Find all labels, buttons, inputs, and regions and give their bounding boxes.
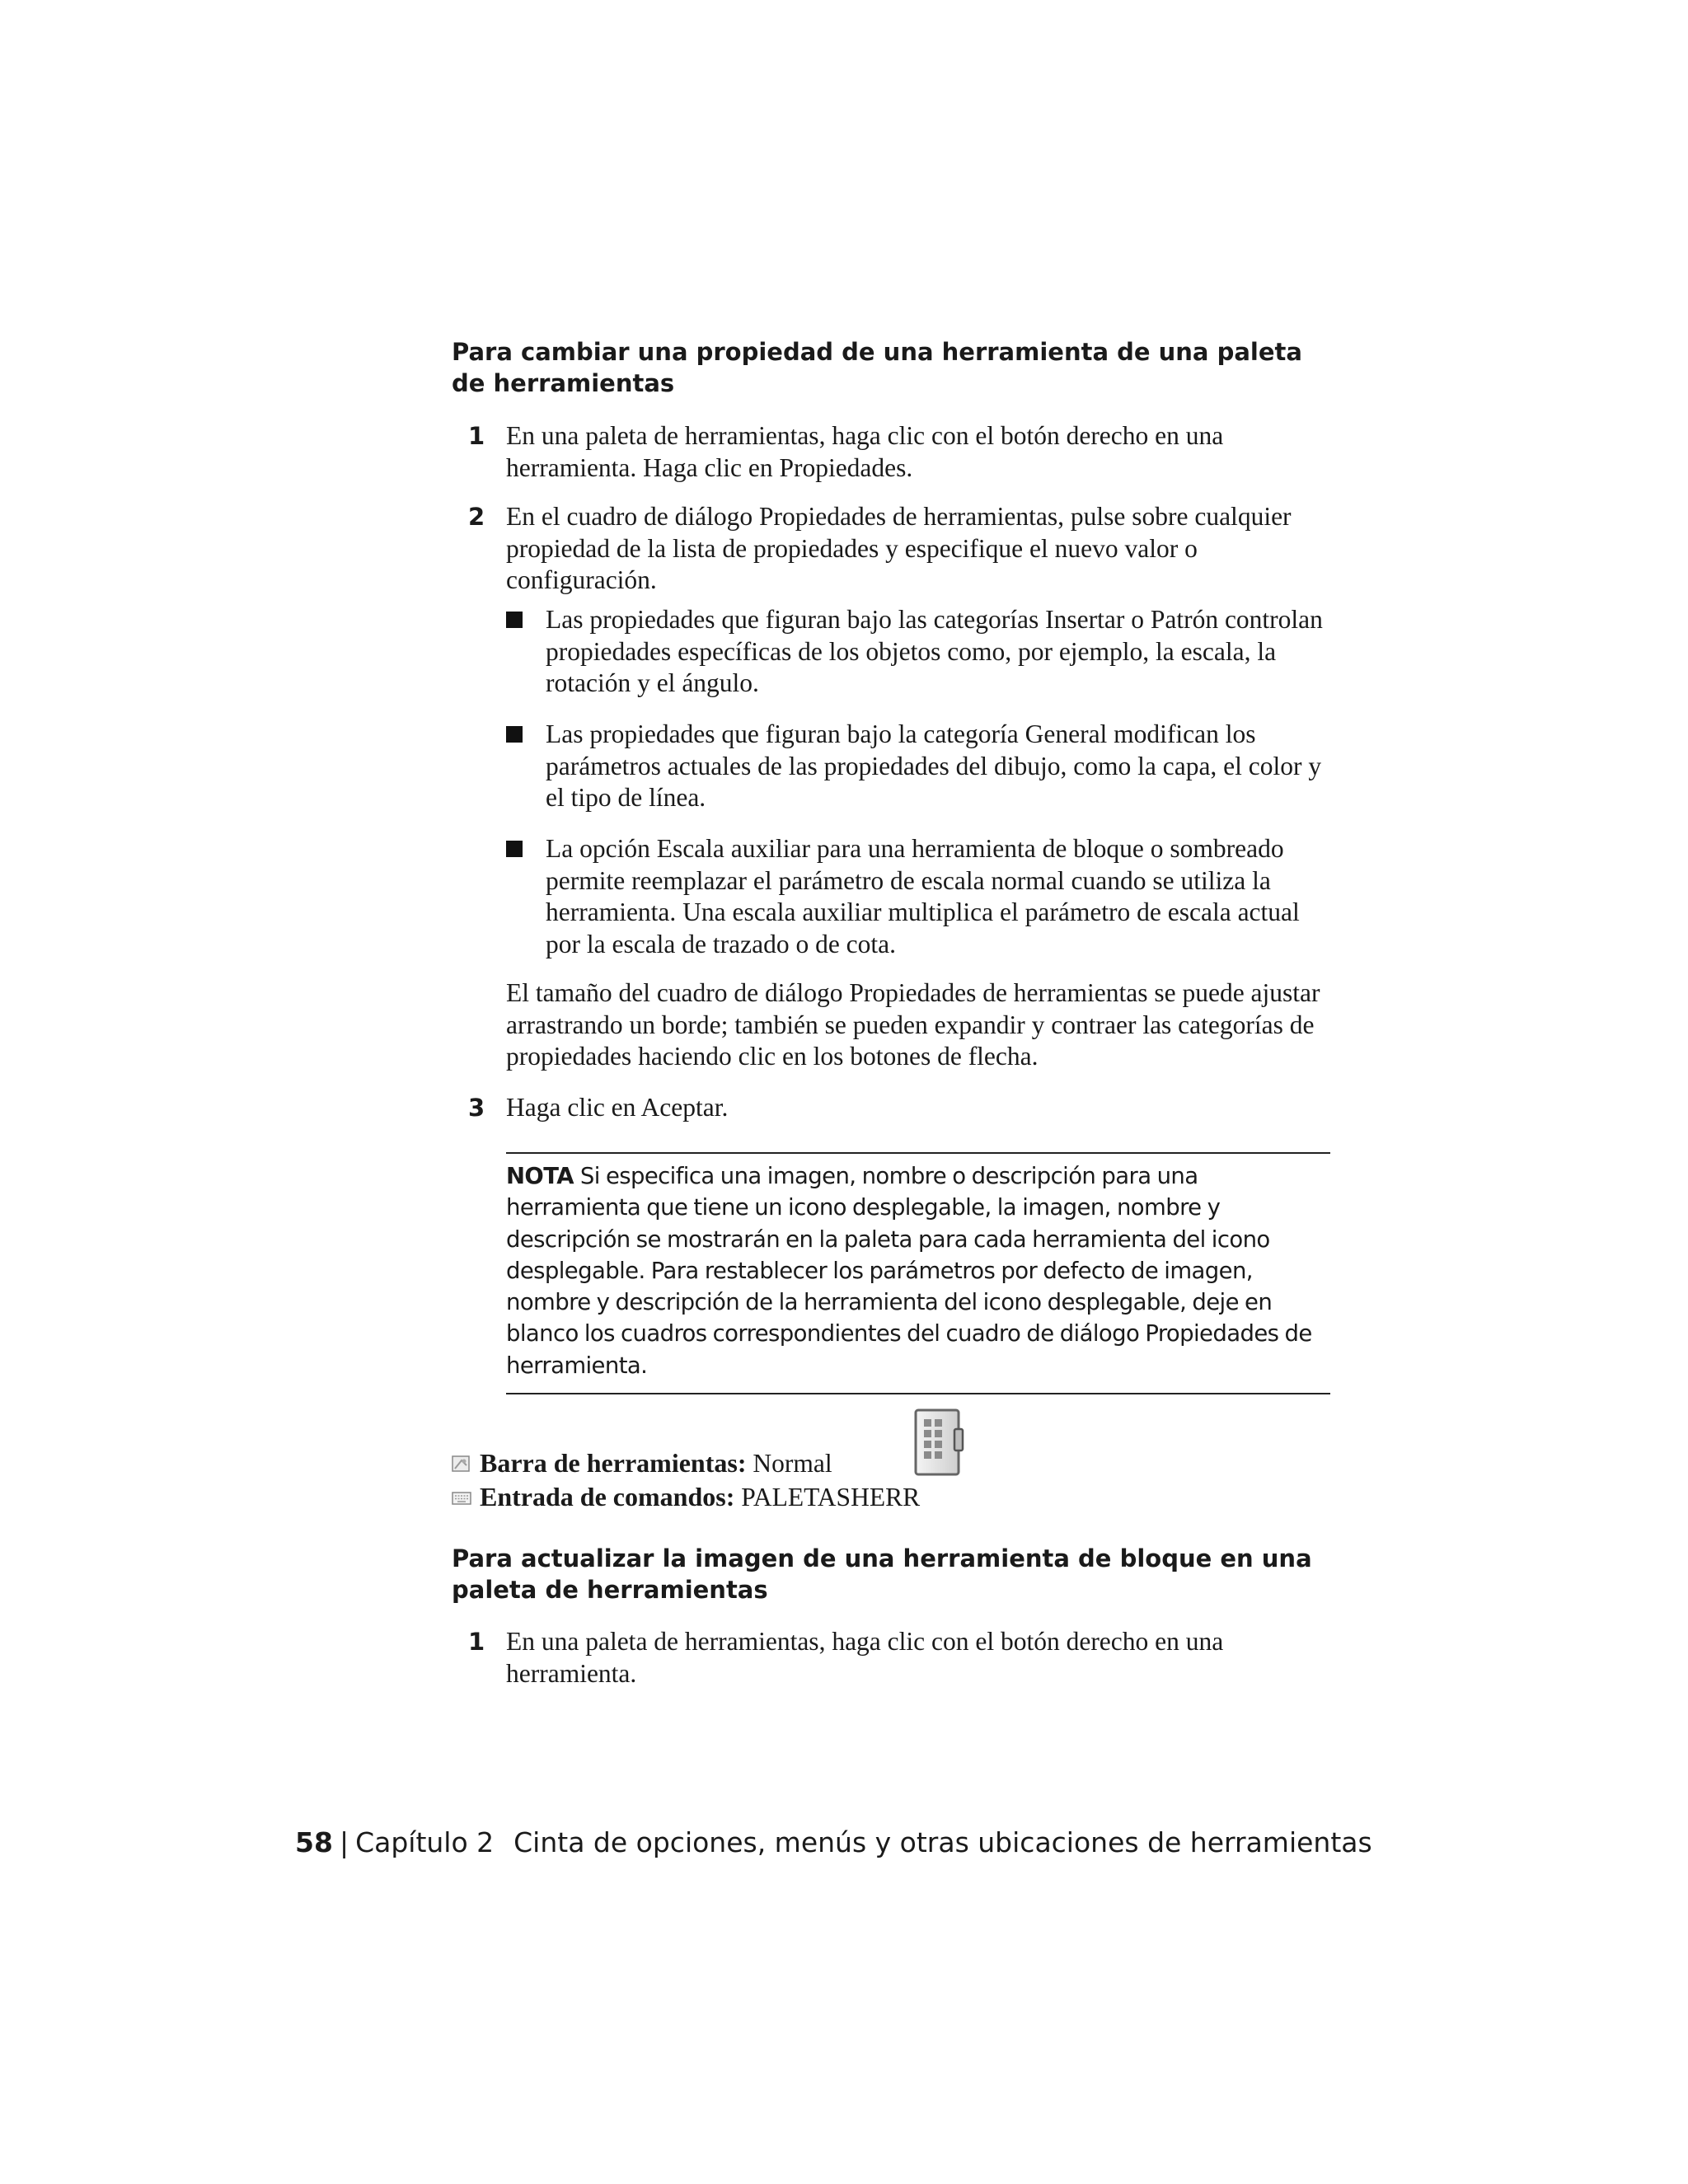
square-bullet-icon xyxy=(506,612,523,628)
page-footer xyxy=(295,1826,1372,1859)
command-access-line xyxy=(452,1481,920,1513)
step-number: 2 xyxy=(468,503,485,531)
command-label: Entrada de comandos: xyxy=(480,1482,735,1511)
step-number: 1 xyxy=(468,422,485,450)
chapter-label: Capítulo 2 xyxy=(355,1826,495,1858)
procedure-heading-update-block-image: Para actualizar la imagen de una herramienta de bloque en una paleta de herramientas xyxy=(452,1544,1312,1604)
step-text: En una paleta de herramientas, haga clic con el botón derecho en una herramienta. Haga clic en Propiedades. xyxy=(506,421,1224,482)
note-box xyxy=(506,1152,1330,1394)
footer-separator: | xyxy=(339,1826,349,1858)
toolbar-icon xyxy=(452,1455,473,1474)
step-text: En una paleta de herramientas, haga clic con el botón derecho en una herramienta. xyxy=(506,1627,1224,1688)
keyboard-icon xyxy=(452,1489,473,1507)
page-number: 58 xyxy=(295,1826,333,1858)
bullet-text: Las propiedades que figuran bajo la categoría General modifican los parámetros actuales de las propiedades del dibujo, como la capa, el color y el tipo de línea. xyxy=(546,719,1322,812)
step-text: En el cuadro de diálogo Propiedades de herramientas, pulse sobre cualquier propiedad de la lista de propiedades y especifique el nuevo valor o configuración. xyxy=(506,502,1292,594)
note-label: NOTA xyxy=(506,1163,574,1189)
procedure-heading-change-property: Para cambiar una propiedad de una herramienta de una paleta de herramientas xyxy=(452,338,1302,397)
step-number: 3 xyxy=(468,1094,485,1122)
step-text: Haga clic en Aceptar. xyxy=(506,1093,729,1122)
toolbar-label: Barra de herramientas: xyxy=(480,1448,747,1478)
bullet-text: Las propiedades que figuran bajo las categorías Insertar o Patrón controlan propiedades específicas de los objetos como, por ejemplo, la escala, la rotación y el ángulo. xyxy=(546,605,1323,697)
bullet-text: La opción Escala auxiliar para una herramienta de bloque o sombreado permite reemplazar el parámetro de escala normal cuando se utiliza la herramienta. Una escala auxiliar multiplica el parámetro de escala actual por la escala de trazado o de cota. xyxy=(546,834,1300,958)
note-text-block xyxy=(506,1160,1330,1381)
resize-paragraph: El tamaño del cuadro de diálogo Propiedades de herramientas se puede ajustar arrastrando un borde; también se pueden expandir y contraer las categorías de propiedades haciendo clic en los botones de flecha. xyxy=(506,978,1320,1071)
toolbar-access-line xyxy=(452,1447,832,1479)
square-bullet-icon xyxy=(506,726,523,743)
step-number: 1 xyxy=(468,1628,485,1656)
square-bullet-icon xyxy=(506,841,523,857)
chapter-title: Cinta de opciones, menús y otras ubicaciones de herramientas xyxy=(513,1826,1372,1858)
command-value: PALETASHERR xyxy=(741,1483,921,1511)
tool-palettes-icon xyxy=(913,1408,966,1480)
note-body: Si especifica una imagen, nombre o descripción para una herramienta que tiene un icono desplegable, la imagen, nombre y descripción se mostrarán en la paleta para cada herramienta del icono desplegable. Para restablecer los parámetros por defecto de imagen, nombre y descripción de la herramienta del icono desplegable, deje en blanco los cuadros correspondientes del cuadro de diálogo Propiedades de herramienta. xyxy=(506,1163,1312,1379)
toolbar-value: Normal xyxy=(753,1449,832,1478)
